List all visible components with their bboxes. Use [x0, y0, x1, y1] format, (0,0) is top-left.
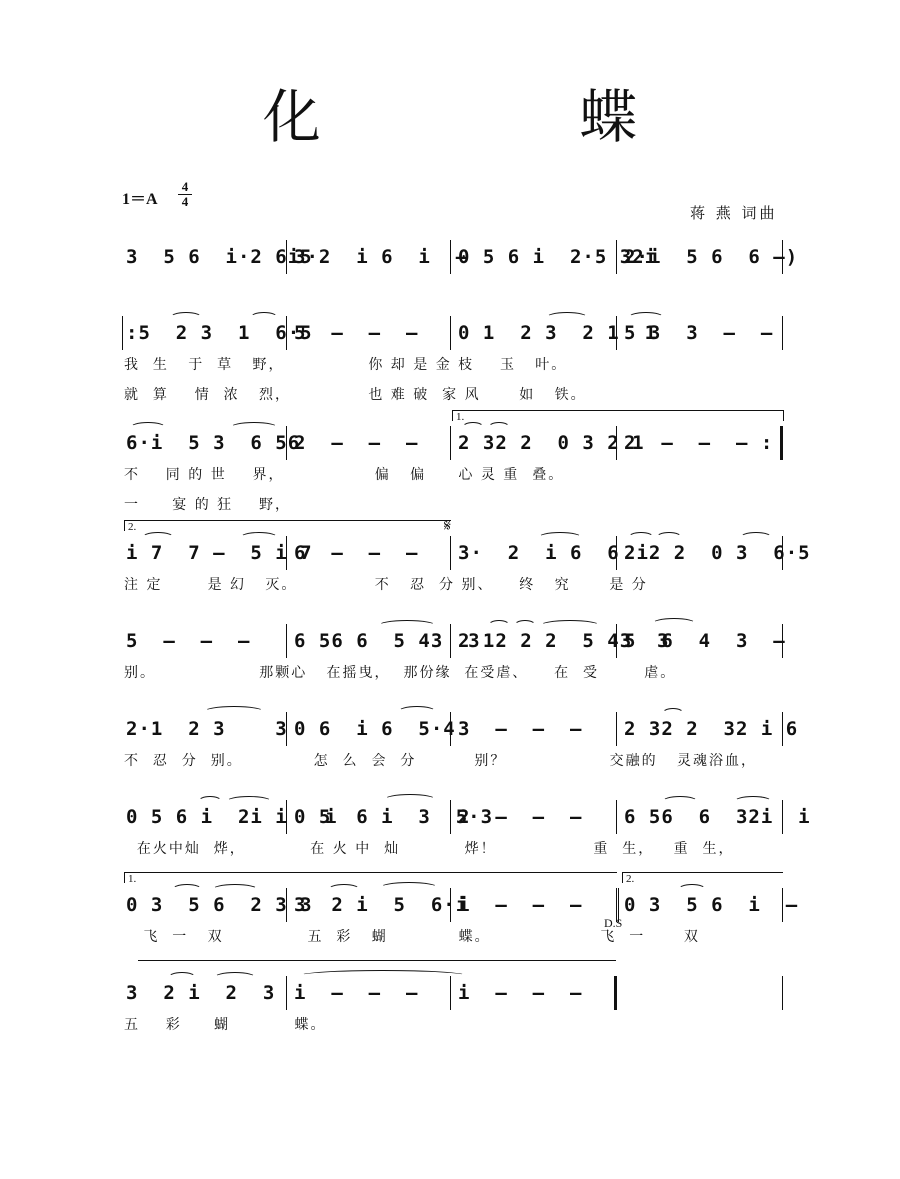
- time-signature-top: 4: [181, 179, 189, 194]
- notation-line: [122, 624, 786, 658]
- measure: 0 1 2 3 2 1 1: [458, 322, 658, 344]
- song-title: 化 蝶: [262, 83, 758, 151]
- slur: [678, 884, 706, 895]
- barline: [450, 800, 451, 834]
- slur: [212, 884, 258, 895]
- slur: [172, 884, 202, 895]
- measure: 2 – – – :: [624, 432, 774, 454]
- slur: [328, 884, 360, 895]
- time-signature-bottom: 4: [181, 194, 189, 209]
- measure: 6 56 6 32i i: [624, 806, 811, 828]
- measure: i – – –: [458, 982, 583, 1004]
- lyric-verse-2: 一 宴 的 狂 野，: [124, 497, 291, 513]
- lyric-verse-1: 别。 那颗心 在摇曳， 那份缘 在受虐、 在 受 虐。: [124, 665, 677, 681]
- measure: 2 – – –: [458, 806, 583, 828]
- lyric-verse-1: 我 生 于 草 野， 你 却 是 金 枝 玉 叶。: [124, 357, 568, 373]
- slur: [734, 796, 772, 807]
- slur: [662, 708, 684, 719]
- lyric-verse-1: 注 定 是 幻 灭。 不 忍 分 别、 终 究 是 分: [124, 577, 648, 593]
- barline: [450, 240, 451, 274]
- measure: 6 56 6 5 43 3: [294, 630, 481, 652]
- measure: 2·1 2 3 3: [126, 718, 288, 740]
- measure: i – – –: [458, 894, 583, 916]
- barline: [616, 426, 617, 460]
- slur: [514, 620, 536, 631]
- barline: [782, 536, 783, 570]
- barline: [286, 536, 287, 570]
- barline: [286, 976, 287, 1010]
- measure: 5 6 4 3 –: [624, 630, 786, 652]
- slur: [488, 620, 510, 631]
- measure: 2 32 2 32 i 6: [624, 718, 799, 740]
- measure: 3 2 i 5 6·i: [294, 894, 469, 916]
- barline: [616, 624, 617, 658]
- lyric-verse-1: 不 忍 分 别。 怎 么 会 分 别？ 交融的 灵魂浴血，: [124, 753, 757, 769]
- slur: [170, 312, 202, 323]
- slur: [214, 972, 256, 983]
- barline: [286, 240, 287, 274]
- measure: i 7 7 – 5 i 7: [126, 542, 313, 564]
- barline: [286, 888, 287, 922]
- measure: 2 32 2 0 3 2 1: [458, 432, 645, 454]
- slur: [240, 532, 278, 543]
- barline: [782, 624, 783, 658]
- slur: [540, 620, 600, 631]
- barline: [450, 976, 451, 1010]
- barline: [782, 240, 783, 274]
- lyric-verse-2: 就 算 情 浓 烈， 也 难 破 家 风 如 铁。: [124, 387, 587, 403]
- lyric-verse-1: 在火中灿 烨， 在 火 中 灿 烨！ 重 生， 重 生，: [124, 841, 735, 857]
- final-barline: [614, 976, 617, 1010]
- measure: 2 – – –: [294, 432, 419, 454]
- measure: 5 – – –: [126, 630, 251, 652]
- slur: [384, 794, 436, 805]
- notation-line: [122, 976, 786, 1010]
- barline: [616, 240, 617, 274]
- slur: [230, 422, 278, 433]
- slur: [168, 972, 196, 983]
- barline: [450, 888, 451, 922]
- slur: [380, 882, 438, 893]
- barline: [286, 316, 287, 350]
- composer-credit: 蒋 燕 词曲: [690, 204, 778, 222]
- barline: [782, 316, 783, 350]
- measure: 3 5 6 i·2 6i5: [126, 246, 313, 268]
- measure: 3 – – –: [458, 718, 583, 740]
- notation-line: [122, 426, 786, 460]
- slur: [488, 422, 510, 433]
- slur: [250, 312, 278, 323]
- lyric-verse-1: 不 同 的 世 界， 偏 偏 心 灵 重 叠。: [124, 467, 565, 483]
- notation-line: [122, 316, 786, 350]
- segno-icon: 𝄋: [444, 516, 451, 535]
- barline: [286, 426, 287, 460]
- slur: [652, 618, 696, 629]
- double-barline: [616, 888, 619, 922]
- slur: [226, 796, 272, 807]
- barline: [616, 712, 617, 746]
- slur: [538, 532, 582, 543]
- lyric-verse-1: 五 彩 蝴 蝶。: [124, 1017, 327, 1033]
- repeat-end-barline: [780, 426, 783, 460]
- notation-line: [122, 712, 799, 746]
- slur: [198, 796, 222, 807]
- notation-line: [122, 240, 799, 274]
- measure: 3 2 i 2 3: [126, 982, 276, 1004]
- barline: [286, 800, 287, 834]
- barline: [286, 712, 287, 746]
- volta-bracket: 2.: [622, 872, 783, 883]
- measure: 3· 2 i 6 6: [458, 542, 620, 564]
- barline: [450, 536, 451, 570]
- slur: [142, 532, 174, 543]
- measure: 0 5 6 i 2i i i: [126, 806, 338, 828]
- measure: 2·i 5 6 6 –): [624, 246, 799, 268]
- measure: 0 5 6 i 3 5·3: [294, 806, 494, 828]
- barline: [616, 800, 617, 834]
- dal-segno-marking: D.S: [604, 916, 623, 930]
- slur: [662, 796, 698, 807]
- notation-line: [122, 536, 811, 570]
- measure: 0 3 5 6 i –: [624, 894, 799, 916]
- notation-line: [122, 800, 811, 834]
- measure: 5 3 3 – –: [624, 322, 774, 344]
- barline: [450, 712, 451, 746]
- repeat-start-barline: [122, 316, 123, 350]
- volta-bracket: 1.: [124, 872, 617, 883]
- measure: 6·i 5 3 6 56: [126, 432, 301, 454]
- key-signature: 1＝A: [122, 191, 158, 208]
- volta-bracket: 1.: [452, 410, 784, 421]
- barline: [286, 624, 287, 658]
- barline: [782, 976, 783, 1010]
- barline: [616, 536, 617, 570]
- measure: :5 2 3 1 6·5: [126, 322, 313, 344]
- tie: [300, 970, 466, 981]
- barline: [782, 888, 783, 922]
- lyric-verse-1: 飞 一 双 五 彩 蝴 蝶。 飞 一 双: [124, 929, 700, 945]
- slur: [546, 312, 588, 323]
- measure: 6 – – –: [294, 542, 419, 564]
- volta-bracket: 2.: [124, 520, 451, 531]
- measure: 2i2 2 0 3 6·5: [624, 542, 811, 564]
- slur: [656, 532, 682, 543]
- barline: [616, 316, 617, 350]
- slur: [628, 532, 654, 543]
- measure: 3·2 i 6 i –: [294, 246, 469, 268]
- measure: i – – –: [294, 982, 419, 1004]
- measure: 5 – – –: [294, 322, 419, 344]
- barline: [450, 426, 451, 460]
- slur: [628, 312, 664, 323]
- measure: 0 3 5 6 2 3 3: [126, 894, 313, 916]
- slur: [462, 422, 484, 433]
- time-signature: [178, 180, 192, 209]
- notation-line: [122, 888, 799, 922]
- slur: [378, 620, 436, 631]
- barline: [782, 800, 783, 834]
- slur: [130, 422, 166, 433]
- slur: [398, 706, 436, 717]
- barline: [782, 712, 783, 746]
- slur: [740, 532, 772, 543]
- measure: 0 6 i 6 5·4: [294, 718, 456, 740]
- measure: 0 5 6 i 2·5 32i: [458, 246, 658, 268]
- slur: [204, 706, 264, 717]
- measure: 2 12 2 2 5 43 3: [458, 630, 670, 652]
- barline: [450, 624, 451, 658]
- barline: [450, 316, 451, 350]
